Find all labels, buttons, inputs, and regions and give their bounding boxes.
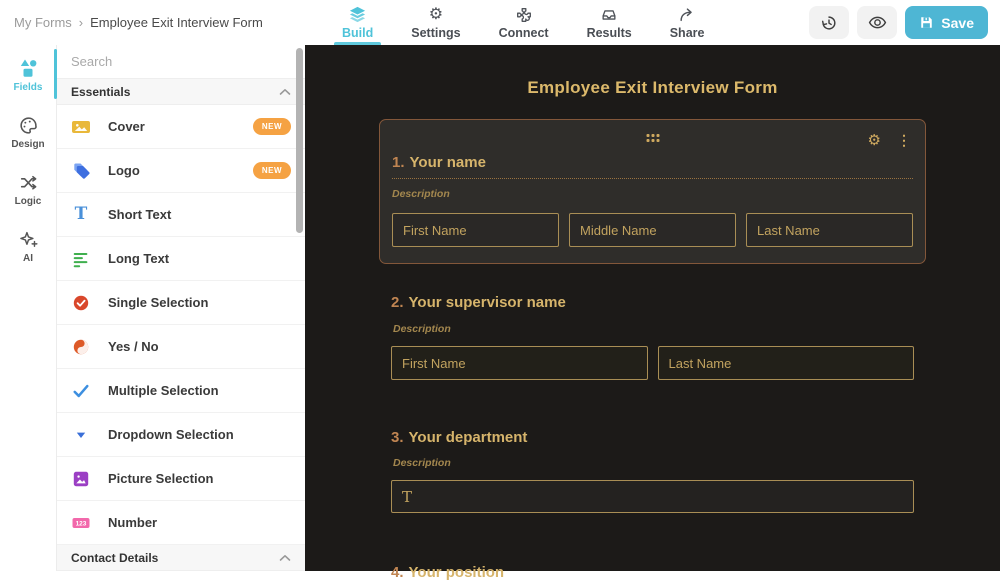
tags-icon: [71, 161, 91, 181]
chevron-up-icon: [279, 554, 291, 562]
eye-icon: [868, 13, 887, 32]
rail-fields-label: Fields: [13, 82, 43, 93]
serif-t-icon: T: [74, 204, 88, 224]
field-item-label: Dropdown Selection: [108, 427, 234, 442]
search-input[interactable]: [71, 54, 291, 69]
department-text-input[interactable]: T: [391, 480, 914, 513]
question-label: Your department: [408, 429, 528, 446]
section-header-essentials[interactable]: [57, 79, 305, 105]
breadcrumb-current-form: Employee Exit Interview Form: [90, 15, 263, 30]
rail-item-logic[interactable]: [0, 160, 56, 217]
rail-design-label: Design: [11, 139, 45, 150]
field-item-single-selection[interactable]: [57, 281, 305, 325]
question-number: 2.: [391, 294, 404, 311]
field-item-number[interactable]: [57, 501, 305, 545]
tab-connect-label: Connect: [498, 26, 549, 40]
field-item-label: Short Text: [108, 207, 172, 222]
question-block-4[interactable]: [391, 564, 914, 581]
rail-active-indicator: [54, 49, 57, 99]
question-3-description[interactable]: Description: [393, 457, 451, 469]
panel-scrollbar-thumb[interactable]: [296, 48, 303, 233]
field-item-cover[interactable]: [57, 105, 305, 149]
puzzle-icon: [515, 5, 533, 24]
field-item-dropdown-selection[interactable]: [57, 413, 305, 457]
question-number: 3.: [391, 429, 404, 446]
svg-text:123: 123: [75, 520, 87, 528]
rail-ai-label: AI: [23, 253, 33, 264]
text-lines-icon: [71, 249, 91, 269]
rail-logic-label: Logic: [14, 196, 42, 207]
history-icon: [820, 14, 838, 32]
tab-results-label: Results: [586, 26, 632, 40]
section-title: Contact Details: [71, 550, 159, 565]
kebab-menu-icon[interactable]: ⋮: [897, 131, 911, 148]
question-2-title[interactable]: [391, 294, 914, 311]
question-number: 4.: [391, 564, 404, 581]
chevron-up-icon: [279, 88, 291, 96]
top-header: [0, 0, 1000, 45]
header-actions: [809, 6, 988, 39]
picture-icon: [71, 469, 91, 489]
preview-button[interactable]: [857, 6, 897, 39]
breadcrumb-my-forms[interactable]: My Forms: [14, 15, 72, 30]
yin-yang-icon: [71, 337, 91, 357]
question-card-1[interactable]: [379, 119, 926, 264]
layers-icon: [348, 5, 367, 24]
field-item-logo[interactable]: [57, 149, 305, 193]
main-nav-tabs: [330, 0, 716, 45]
card-toolbar: [392, 131, 913, 149]
shuffle-icon: [18, 172, 39, 193]
new-badge: NEW: [253, 162, 291, 179]
question-label: Your position: [408, 564, 505, 581]
card-actions: [868, 131, 911, 149]
tab-build-label: Build: [342, 26, 374, 40]
active-tab-underline: [334, 42, 381, 45]
question-label: Your name: [409, 154, 486, 171]
question-1-inputs: [392, 213, 913, 247]
number-123-icon: [71, 513, 91, 533]
field-item-label: Cover: [108, 119, 145, 134]
tab-settings[interactable]: [399, 0, 472, 45]
section-header-contact-details[interactable]: [57, 545, 305, 571]
question-number: 1.: [392, 154, 405, 171]
field-item-label: Multiple Selection: [108, 383, 219, 398]
field-item-label: Picture Selection: [108, 471, 214, 486]
field-item-multiple-selection[interactable]: [57, 369, 305, 413]
first-name-input[interactable]: First Name: [392, 213, 559, 247]
field-item-label: Long Text: [108, 251, 170, 266]
rail-item-fields[interactable]: [0, 45, 56, 103]
field-item-picture-selection[interactable]: [57, 457, 305, 501]
field-item-label: Single Selection: [108, 295, 209, 310]
question-1-title[interactable]: [392, 154, 913, 179]
tab-share[interactable]: [658, 0, 717, 45]
sparkles-icon: [18, 229, 39, 250]
fields-panel: [57, 45, 305, 571]
question-3-title[interactable]: [391, 429, 914, 446]
field-item-long-text[interactable]: [57, 237, 305, 281]
last-name-input[interactable]: Last Name: [746, 213, 913, 247]
question-label: Your supervisor name: [408, 294, 566, 311]
rail-item-design[interactable]: [0, 103, 56, 160]
question-2-inputs: [391, 346, 914, 380]
field-item-label: Number: [108, 515, 158, 530]
tab-connect[interactable]: [487, 0, 561, 45]
question-3-inputs: [391, 480, 914, 513]
tab-build[interactable]: [330, 0, 385, 45]
tab-results[interactable]: [575, 0, 644, 45]
rail-item-ai[interactable]: [0, 217, 56, 274]
share-arrow-icon: [678, 5, 696, 24]
palette-icon: [18, 115, 39, 136]
field-item-short-text[interactable]: [57, 193, 305, 237]
question-4-title[interactable]: [391, 564, 914, 581]
form-canvas: [305, 45, 1000, 581]
field-item-label: Yes / No: [108, 339, 159, 354]
tab-settings-label: Settings: [411, 26, 461, 40]
left-rail: [0, 45, 57, 571]
undo-history-button[interactable]: [809, 6, 849, 39]
gear-icon: ⚙: [428, 5, 444, 23]
question-1-description[interactable]: Description: [392, 188, 450, 200]
triangle-down-icon: [71, 425, 91, 445]
shapes-icon: [17, 57, 39, 79]
question-block-3[interactable]: [391, 429, 914, 513]
inbox-tray-icon: [600, 5, 618, 24]
field-item-yes-no[interactable]: [57, 325, 305, 369]
question-block-2[interactable]: [391, 294, 914, 380]
radio-check-icon: [71, 293, 91, 313]
question-2-description[interactable]: Description: [393, 323, 451, 335]
middle-name-input[interactable]: Middle Name: [569, 213, 736, 247]
search-row: [57, 45, 305, 79]
drag-handle-icon[interactable]: [646, 134, 659, 142]
last-name-input[interactable]: Last Name: [658, 346, 915, 380]
field-item-label: Logo: [108, 163, 140, 178]
breadcrumb-separator: ›: [78, 15, 84, 30]
floppy-disk-icon: [919, 15, 934, 30]
cover-image-icon: [71, 117, 91, 137]
breadcrumb: [0, 15, 263, 30]
new-badge: NEW: [253, 118, 291, 135]
save-button-label: Save: [941, 14, 974, 31]
save-button[interactable]: [905, 6, 988, 39]
section-title: Essentials: [71, 84, 131, 99]
first-name-input[interactable]: First Name: [391, 346, 648, 380]
checkmark-icon: [71, 381, 91, 401]
gear-icon[interactable]: ⚙: [867, 132, 881, 149]
tab-share-label: Share: [669, 26, 705, 40]
form-title[interactable]: Employee Exit Interview Form: [527, 78, 778, 97]
